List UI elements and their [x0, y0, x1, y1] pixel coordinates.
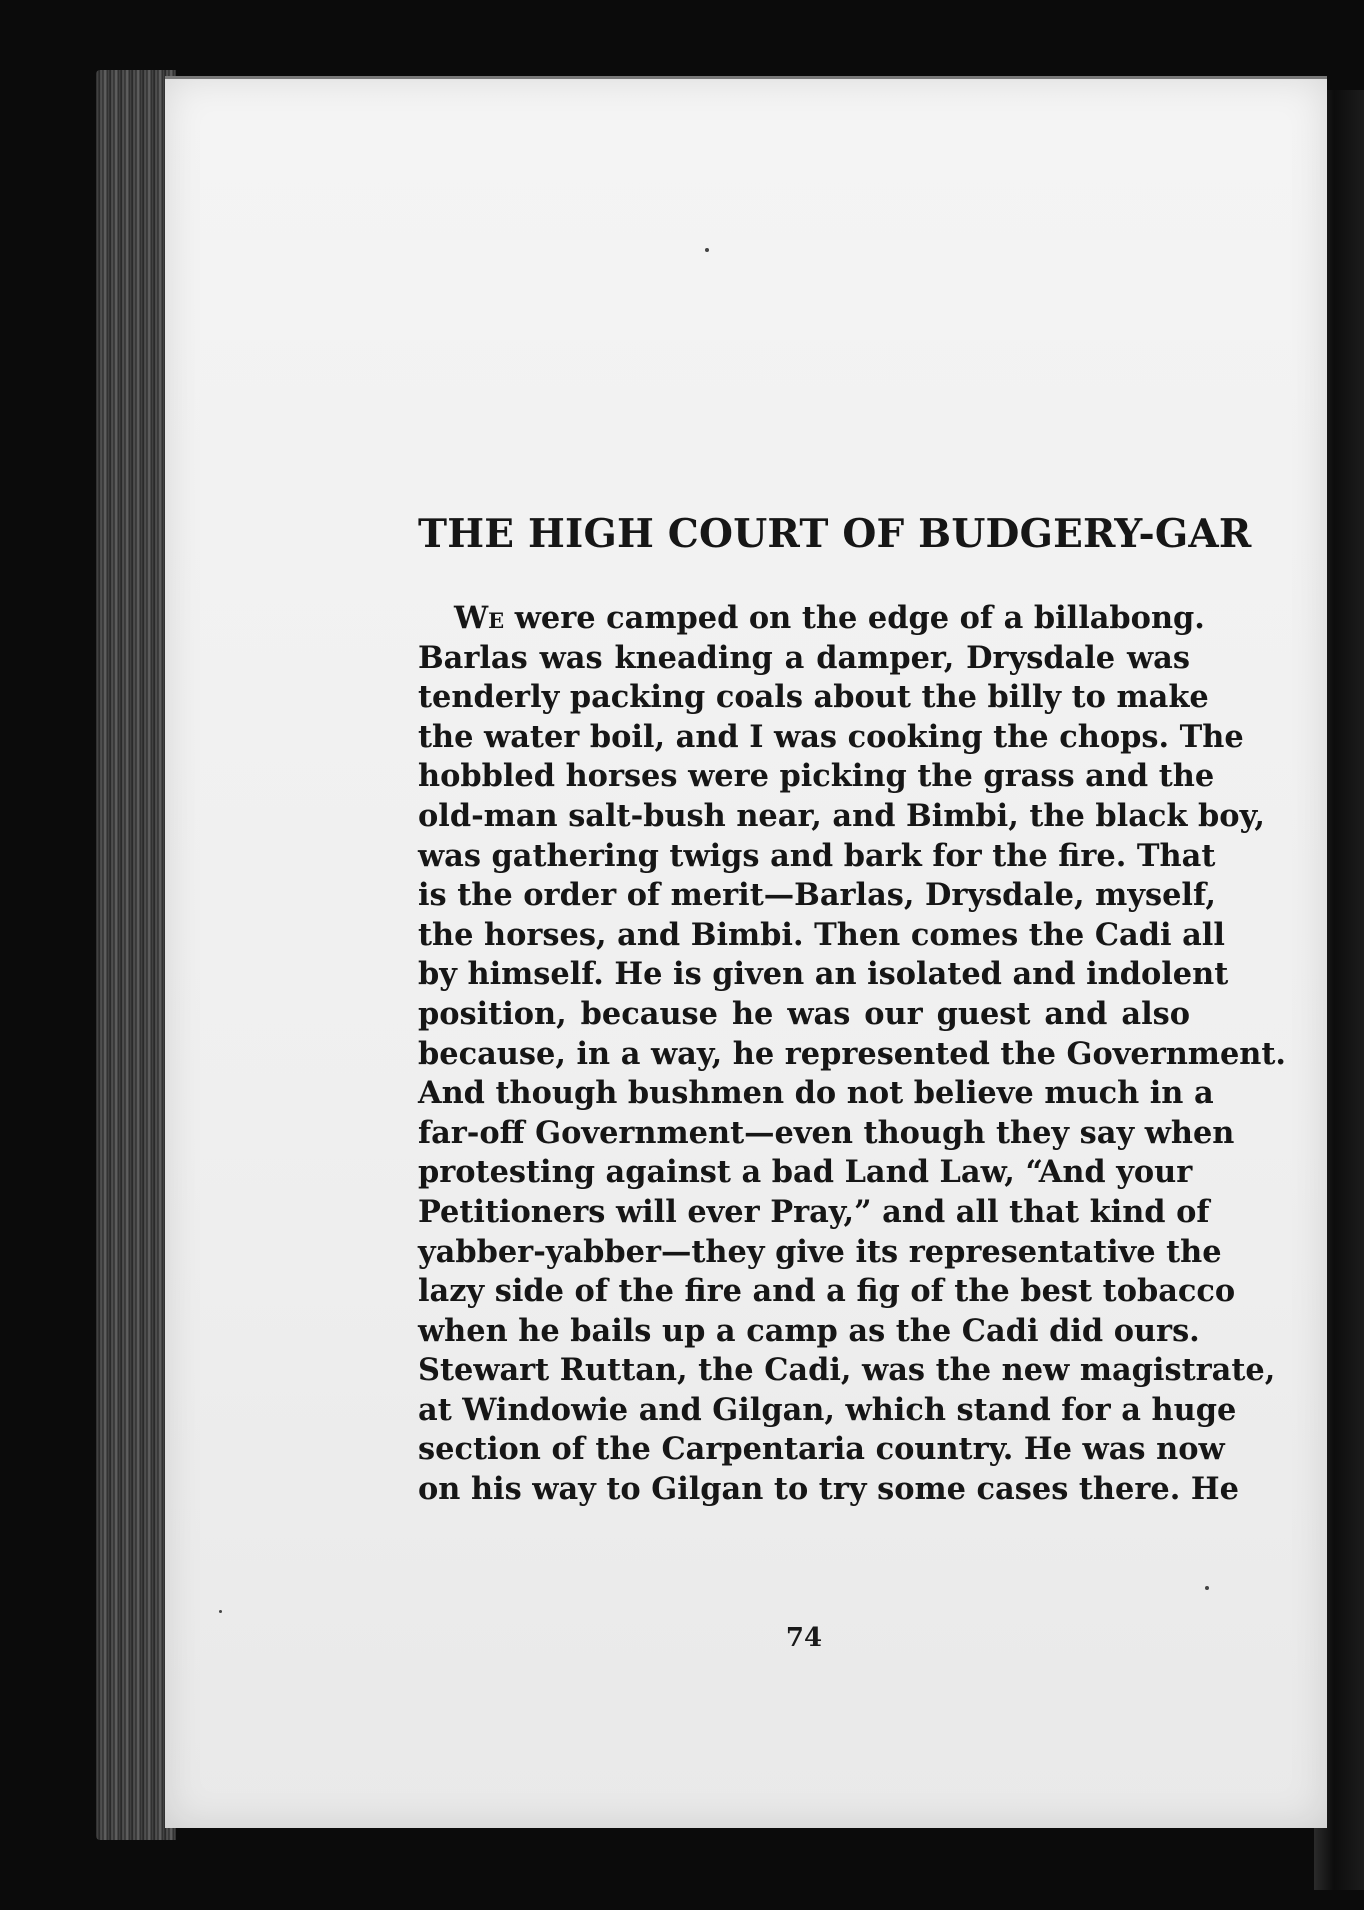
chapter-title: THE HIGH COURT OF BUDGERY-GAR: [418, 511, 1252, 557]
text-line: position, because he was our guest and also: [418, 995, 1190, 1032]
text-line: protesting against a bad Land Law, “And your: [418, 1154, 1193, 1191]
text-line: Barlas was kneading a damper, Drysdale was: [418, 639, 1190, 676]
opening-word: We: [454, 600, 505, 636]
text-line: [418, 599, 1205, 639]
text-line: tenderly packing coals about the billy to make: [418, 679, 1209, 716]
dust-speck: [705, 248, 709, 252]
text-line: Stewart Ruttan, the Cadi, was the new magistrate,: [418, 1352, 1276, 1389]
text-line: section of the Carpentaria country. He was now: [418, 1431, 1225, 1468]
book-page: [165, 76, 1327, 1828]
text-line: hobbled horses were picking the grass and the: [418, 758, 1215, 795]
text-line: when he bails up a camp as the Cadi did ours.: [418, 1312, 1200, 1349]
text-line: by himself. He is given an isolated and indolent: [418, 956, 1229, 993]
body-paragraph: [418, 599, 1287, 1510]
text-block: [418, 511, 1287, 1653]
text-line: at Windowie and Gilgan, which stand for a huge: [418, 1391, 1237, 1428]
text-line: is the order of merit—Barlas, Drysdale, myself,: [418, 877, 1216, 914]
text-line: far-off Government—even though they say when: [418, 1114, 1235, 1151]
text-line: was gathering twigs and bark for the fire. That: [418, 837, 1216, 874]
text-line: lazy side of the fire and a fig of the best tobacco: [418, 1273, 1236, 1310]
text-line: Petitioners will ever Pray,” and all that kind of: [418, 1193, 1210, 1230]
dust-speck: [1205, 1586, 1209, 1590]
text-line: because, in a way, he represented the Government.: [418, 1035, 1287, 1072]
text-line: on his way to Gilgan to try some cases there. He: [418, 1471, 1239, 1508]
page-top-edge: [165, 76, 1327, 79]
stacked-page-edges: [96, 70, 176, 1840]
text-line: And though bushmen do not believe much in a: [418, 1075, 1214, 1112]
text-line: the horses, and Bimbi. Then comes the Cadi all: [418, 916, 1225, 953]
text-line: the water boil, and I was cooking the chops. The: [418, 718, 1244, 755]
dust-speck: [219, 1610, 222, 1613]
text-line: old-man salt-bush near, and Bimbi, the black boy,: [418, 797, 1265, 834]
text-line-rest: were camped on the edge of a billabong.: [504, 600, 1205, 636]
page-number: 74: [785, 1623, 823, 1653]
text-line: yabber-yabber—they give its representative the: [418, 1233, 1222, 1270]
